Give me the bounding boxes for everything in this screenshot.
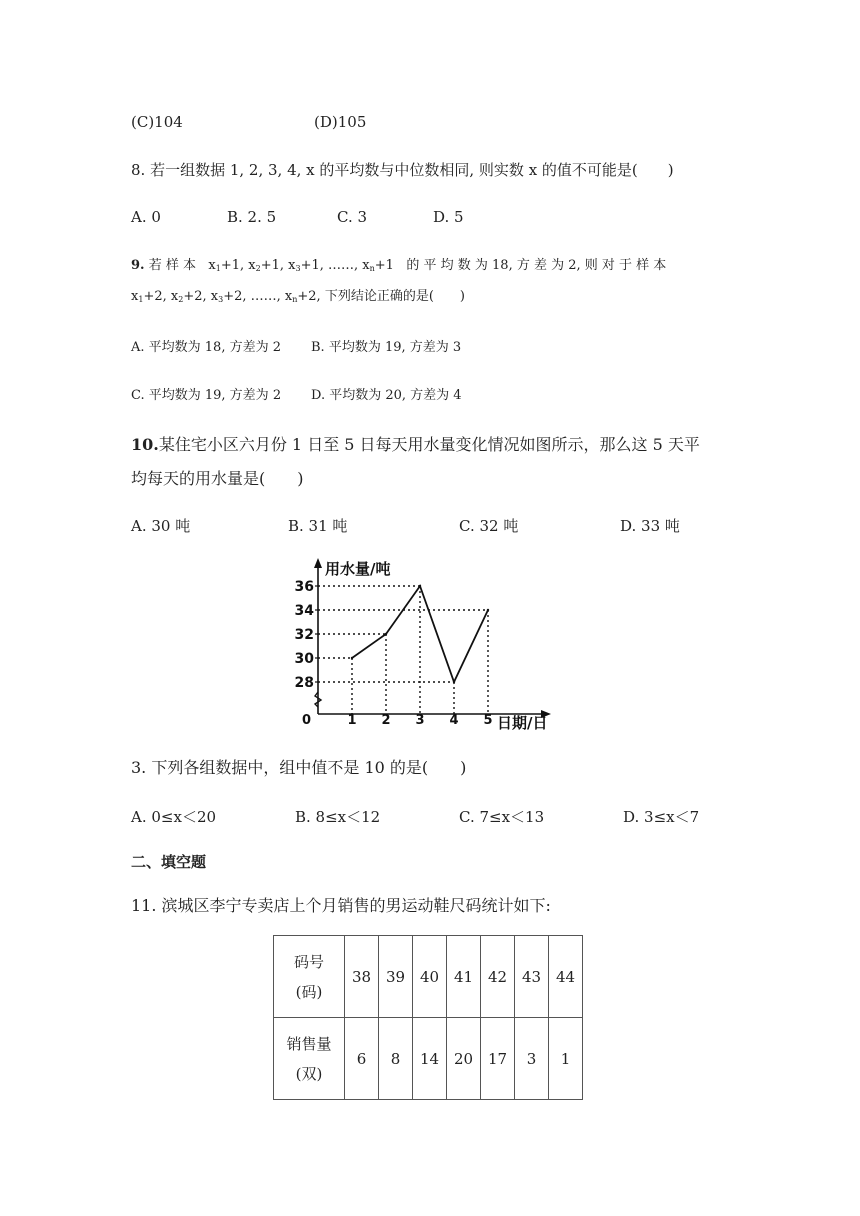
q3-option-c: C. 7≤x＜13 [459,808,545,826]
q9-option-b: B. 平均数为 19, 方差为 3 [311,340,462,355]
q9-stem-post: 的 平 均 数 为 18, 方 差 为 2, 则 对 于 样 本 [406,258,667,273]
q8-stem: 8. 若一组数据 1, 2, 3, 4, x 的平均数与中位数相同, 则实数 x 的值不可能是( ) [131,161,674,179]
data-point [385,633,387,635]
q9-term-n: $x_n+1$ [362,258,394,273]
y-tick-label: 34 [294,603,314,619]
y-axis-label: 用水量/吨 [325,560,391,578]
table-row [274,1018,583,1100]
x-tick-label: 3 [415,713,425,728]
x-tick-label: 1 [347,713,357,728]
q8-option-d: D. 5 [433,208,464,226]
q7-option-c: (C)104 [131,113,183,131]
sales-cell: 20 [447,1018,481,1100]
q9-stem-pre: 若 样 本 [148,258,196,273]
q3-option-b: B. 8≤x＜12 [295,808,381,826]
q9-stem-post2: 下列结论正确的是( ) [324,289,465,304]
size-cell: 43 [515,936,549,1018]
q7-option-d: (D)105 [314,113,367,131]
y-tick-label: 32 [294,627,314,643]
q10-option-a: A. 30 吨 [131,517,191,535]
q10-stem-line1 [131,435,700,455]
q9-option-a: A. 平均数为 18, 方差为 2 [131,340,281,355]
size-cell: 41 [447,936,481,1018]
x-tick-label: 5 [483,713,493,728]
table-row [274,936,583,1018]
q3-option-a: A. 0≤x＜20 [131,808,217,826]
q10-option-d: D. 33 吨 [620,517,680,535]
size-cell: 38 [345,936,379,1018]
data-point [453,681,455,683]
data-point [487,609,489,611]
size-cell: 40 [413,936,447,1018]
q9-term-3: $x_3+1$, ……, [288,258,359,273]
q9-term-2: $x_2+1$, [248,258,284,273]
size-cell: 44 [549,936,583,1018]
x-tick-label: 4 [449,713,459,728]
sales-cell: 14 [413,1018,447,1100]
size-cell: 39 [379,936,413,1018]
q9-term2-3: $x_3+2$, ……, [210,289,281,304]
sales-cell: 17 [481,1018,515,1100]
size-cell: 42 [481,936,515,1018]
sales-cell: 3 [515,1018,549,1100]
shoe-size-table [273,935,583,1100]
q9-option-d: D. 平均数为 20, 方差为 4 [311,388,462,403]
y-axis-arrow [314,558,322,568]
q9-term2-2: $x_2+2$, [170,289,207,304]
q9-stem-line1 [131,256,666,279]
q8-option-c: C. 3 [337,208,368,226]
data-point [419,585,421,587]
q9-term-1: $x_1+1$, [208,258,245,273]
sales-cell: 6 [345,1018,379,1100]
q8-option-a: A. 0 [131,208,161,226]
q3-option-d: D. 3≤x＜7 [623,808,700,826]
q3-stem: 3. 下列各组数据中，组中值不是 10 的是( ) [131,758,467,777]
sales-cell: 1 [549,1018,583,1100]
q10-option-b: B. 31 吨 [288,517,348,535]
data-point [351,657,353,659]
q9-term2-n: $x_n+2$, [284,289,321,304]
q11-stem: 11. 滨城区李宁专卖店上个月销售的男运动鞋尺码统计如下: [131,896,551,915]
q10-stem-line2: 均每天的用水量是( ) [131,469,304,488]
y-tick-label: 30 [294,651,314,667]
water-usage-chart [285,556,565,734]
sales-cell: 8 [379,1018,413,1100]
q9-number: 9. [131,258,145,273]
table-header-size: 码号 (码) [274,936,345,1018]
q9-stem-line2 [131,287,465,310]
q9-term2-1: $x_1+2$, [131,289,167,304]
table-header-sales: 销售量 (双) [274,1018,345,1100]
x-tick-label: 2 [381,713,391,728]
q10-option-c: C. 32 吨 [459,517,519,535]
section-title: 二、填空题 [131,853,207,871]
q10-number: 10. [131,435,159,454]
q10-stem-text: 某住宅小区六月份 1 日至 5 日每天用水量变化情况如图所示，那么这 5 天平 [158,435,700,454]
y-tick-label: 28 [294,675,314,691]
q8-option-b: B. 2. 5 [227,208,277,226]
x-axis-label: 日期/日 [497,714,548,732]
origin-label: 0 [301,713,311,728]
y-tick-label: 36 [294,579,314,595]
q9-option-c: C. 平均数为 19, 方差为 2 [131,388,282,403]
